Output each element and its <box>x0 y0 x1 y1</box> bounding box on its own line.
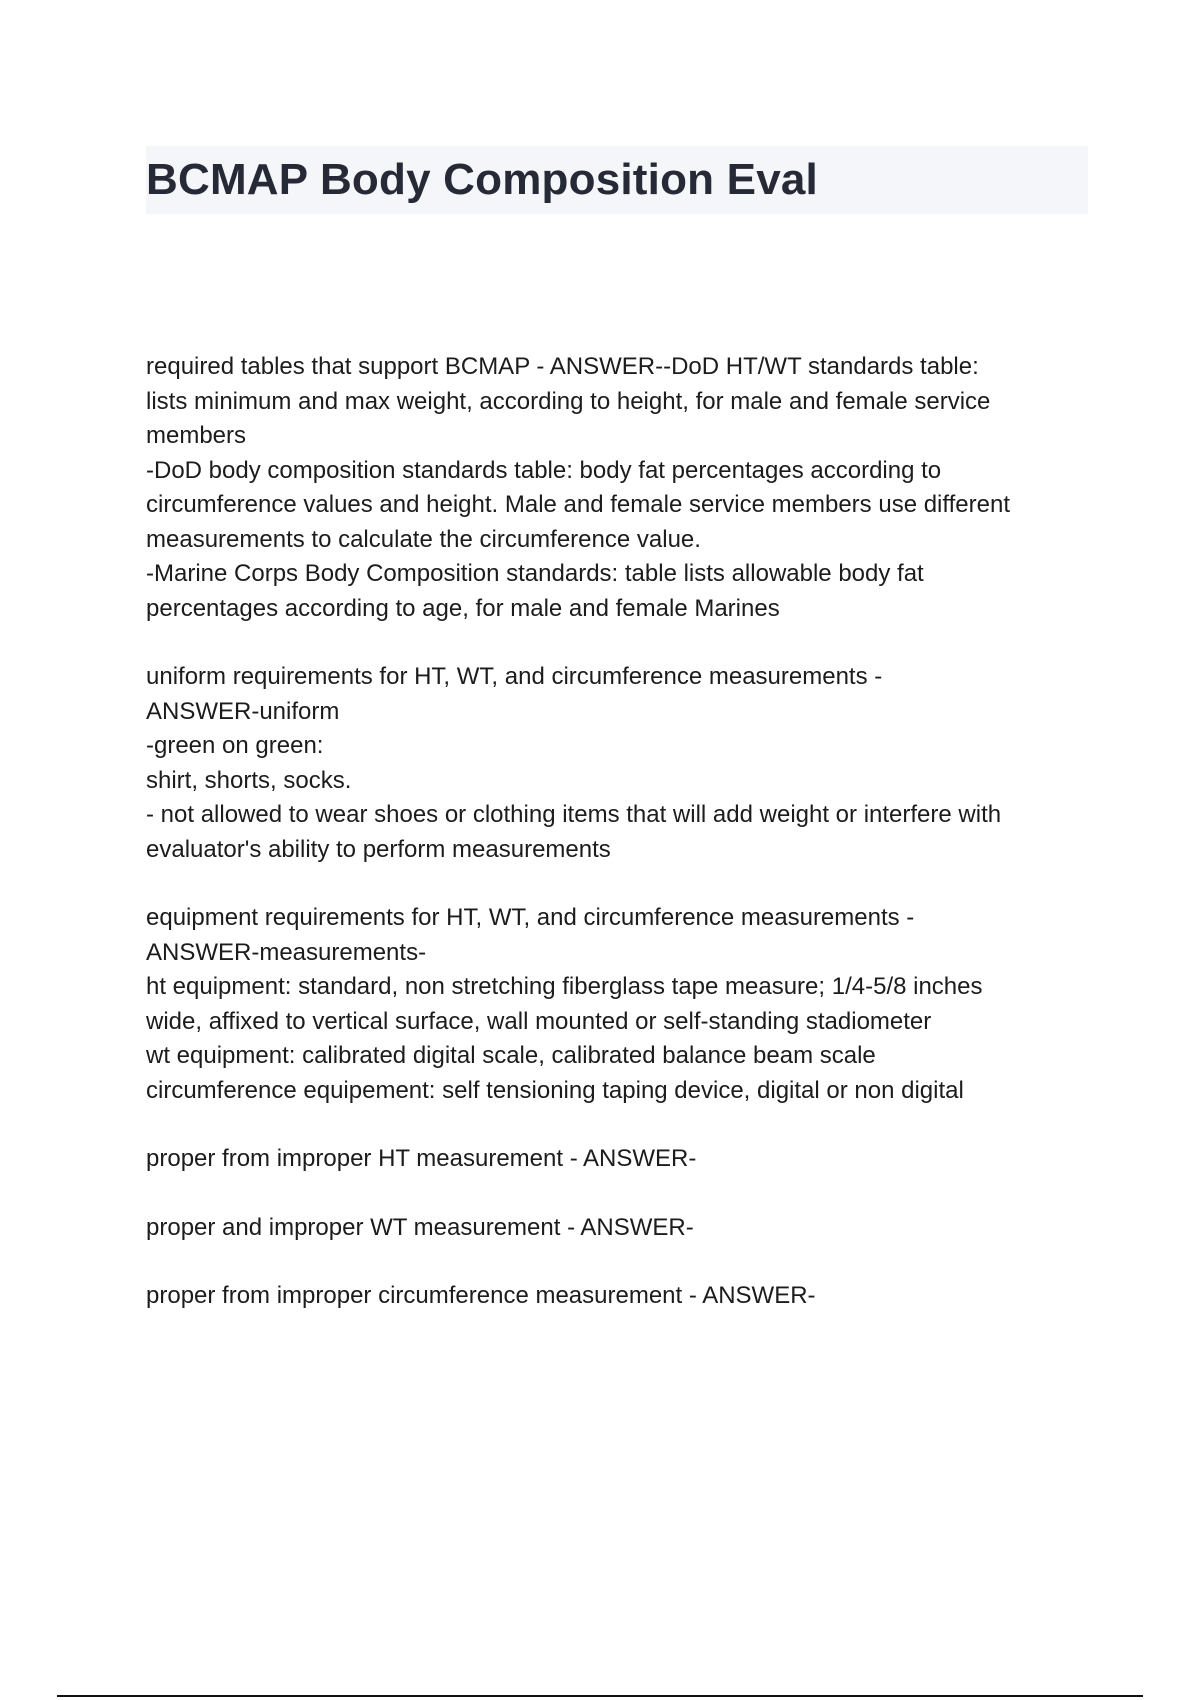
text-line: measurements to calculate the circumference value. <box>146 525 701 553</box>
text-line: shirt, shorts, socks. <box>146 766 352 794</box>
text-line: percentages according to age, for male and female Marines <box>146 594 780 622</box>
title-banner <box>146 146 1088 214</box>
qa-item <box>146 1279 1096 1314</box>
text-line: proper from improper HT measurement - ANSWER- <box>146 1145 697 1172</box>
text-line: -green on green: <box>146 732 324 759</box>
text-line: -DoD body composition standards table: body fat percentages according to <box>146 456 942 484</box>
footer-divider <box>57 1695 1143 1697</box>
text-line: circumference equipement: self tensioning taping device, digital or non digital <box>146 1076 964 1104</box>
text-line: evaluator's ability to perform measurements <box>146 835 611 863</box>
text-line: circumference values and height. Male and female service members use different <box>146 491 1010 518</box>
qa-item <box>146 1211 1096 1246</box>
text-line: uniform requirements for HT, WT, and circumference measurements - <box>146 663 883 690</box>
text-line: required tables that support BCMAP - ANSWER--DoD HT/WT standards table: <box>146 353 979 380</box>
page-title: BCMAP Body Composition Eval <box>146 155 818 204</box>
qa-item <box>146 1142 1096 1177</box>
text-line: wt equipment: calibrated digital scale, calibrated balance beam scale <box>146 1042 876 1069</box>
text-line: wide, affixed to vertical surface, wall mounted or self-standing stadiometer <box>146 1007 932 1035</box>
qa-item <box>146 660 1096 867</box>
text-line: ANSWER-uniform <box>146 697 340 725</box>
text-line: - not allowed to wear shoes or clothing items that will add weight or interfere with <box>146 801 1002 828</box>
text-line: proper from improper circumference measurement - ANSWER- <box>146 1282 816 1309</box>
text-line: proper and improper WT measurement - ANSWER- <box>146 1213 694 1241</box>
qa-item <box>146 350 1096 626</box>
text-line: lists minimum and max weight, according to height, for male and female service <box>146 387 991 415</box>
text-line: members <box>146 422 247 449</box>
text-line: ht equipment: standard, non stretching fiberglass tape measure; 1/4-5/8 inches <box>146 973 983 1000</box>
qa-item <box>146 901 1096 1108</box>
text-line: ANSWER-measurements- <box>146 938 427 966</box>
text-line: -Marine Corps Body Composition standards: table lists allowable body fat <box>146 560 924 587</box>
text-line: equipment requirements for HT, WT, and circumference measurements - <box>146 904 915 931</box>
document-body <box>146 350 1096 1348</box>
